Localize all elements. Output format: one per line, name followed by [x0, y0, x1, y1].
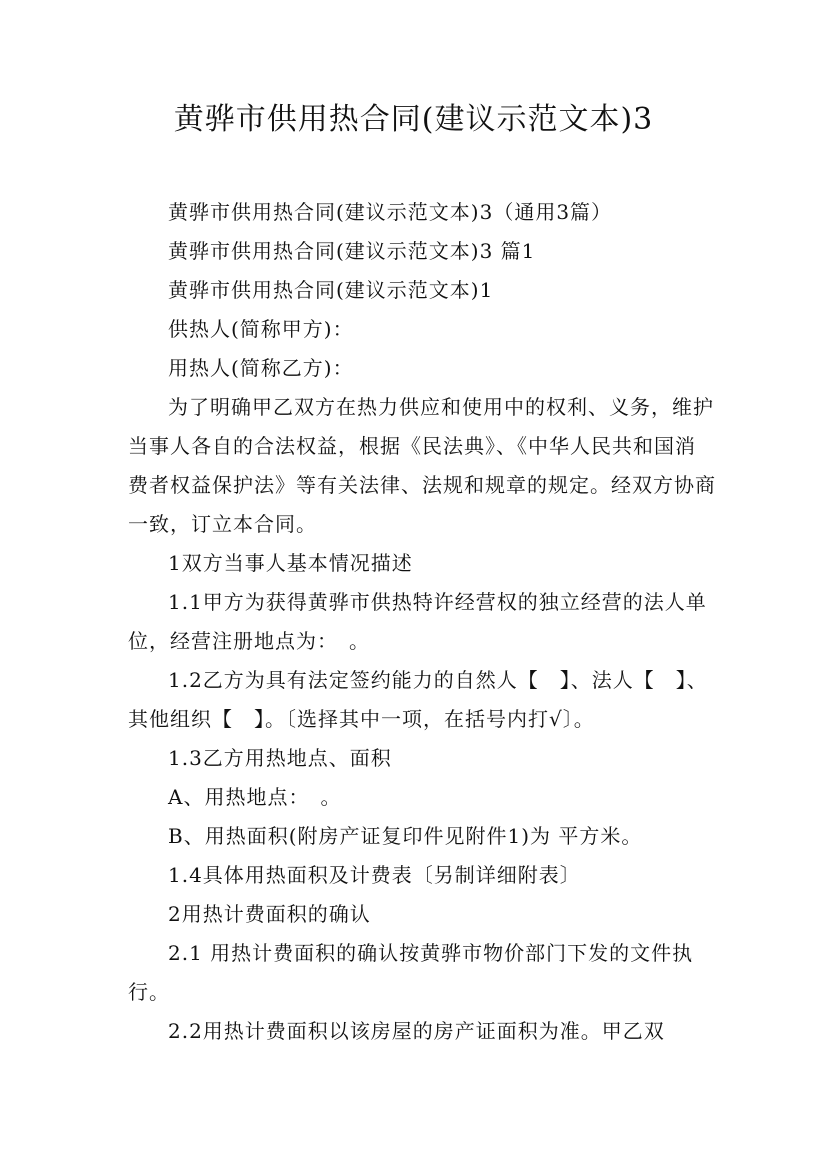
paragraph-clause-2-2: 2.2用热计费面积以该房屋的房产证面积为准。甲乙双	[168, 1019, 665, 1043]
paragraph-clause-1-3-a: A、用热地点： 。	[168, 785, 342, 809]
paragraph-party-a: 供热人(简称甲方)：	[168, 317, 354, 341]
paragraph-clause-2-1: 2.1 用热计费面积的确认按黄骅市物价部门下发的文件执行。	[128, 941, 694, 1004]
document-body	[128, 193, 716, 1051]
paragraph-clause-1-1: 1.1甲方为获得黄骅市供热特许经营权的独立经营的法人单位，经营注册地点为： 。	[128, 590, 707, 653]
paragraph-contract-title: 黄骅市供用热合同(建议示范文本)1	[168, 278, 494, 302]
paragraph-section-1: 1双方当事人基本情况描述	[168, 551, 413, 575]
paragraph-clause-1-3-b: B、用热面积(附房产证复印件见附件1)为 平方米。	[168, 824, 643, 848]
paragraph-clause-1-2: 1.2乙方为具有法定签约能力的自然人【 】、法人【 】、其他组织【 】。〔选择其中一项，在括号内打√〕。	[128, 668, 708, 731]
paragraph-party-b: 用热人(简称乙方)：	[168, 356, 354, 380]
paragraph-part-1-heading: 黄骅市供用热合同(建议示范文本)3 篇1	[168, 239, 536, 263]
paragraph-section-2: 2用热计费面积的确认	[168, 902, 371, 926]
paragraph-clause-1-4: 1.4具体用热面积及计费表〔另制详细附表〕	[168, 863, 581, 887]
paragraph-clause-1-3: 1.3乙方用热地点、面积	[168, 746, 392, 770]
paragraph-preamble: 为了明确甲乙双方在热力供应和使用中的权利、义务，维护当事人各自的合法权益，根据《民法典》、《中华人民共和国消费者权益保护法》等有关法律、法规和规章的规定。经双方协商一致，订立本合同。	[128, 395, 716, 536]
paragraph-toc-title: 黄骅市供用热合同(建议示范文本)3（通用3篇）	[168, 200, 613, 224]
document-title: 黄骅市供用热合同(建议示范文本)3	[173, 102, 654, 137]
